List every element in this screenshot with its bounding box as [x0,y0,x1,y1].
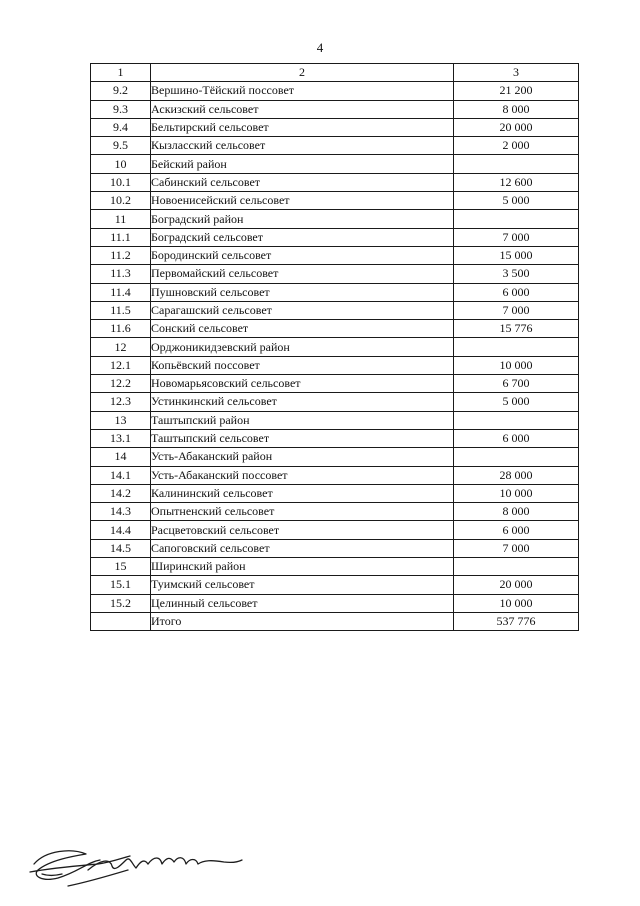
row-name: Аскизский сельсовет [151,100,454,118]
row-name: Кызласский сельсовет [151,137,454,155]
row-number: 14.5 [91,539,151,557]
row-name: Сапоговский сельсовет [151,539,454,557]
signature-drawing [28,842,243,894]
row-amount: 12 600 [454,173,579,191]
row-number: 11.4 [91,283,151,301]
row-amount: 28 000 [454,466,579,484]
row-name: Усть-Абаканский поссовет [151,466,454,484]
table-row [91,173,579,191]
table-row [91,466,579,484]
allocation-table [90,63,579,631]
table-row [91,118,579,136]
row-name: Калининский сельсовет [151,484,454,502]
table-row [91,484,579,502]
row-amount: 20 000 [454,576,579,594]
row-number: 15.1 [91,576,151,594]
table-row [91,210,579,228]
row-name: Боградский сельсовет [151,228,454,246]
row-amount: 10 000 [454,356,579,374]
row-number: 9.3 [91,100,151,118]
table-body [91,64,579,631]
row-number: 12.1 [91,356,151,374]
row-number: 14.1 [91,466,151,484]
row-amount: 6 000 [454,521,579,539]
table-row [91,246,579,264]
row-number: 11.5 [91,301,151,319]
row-amount [454,411,579,429]
row-amount: 6 000 [454,283,579,301]
header-col-3: 3 [454,64,579,82]
table-row [91,594,579,612]
table-row [91,393,579,411]
table-row [91,558,579,576]
row-amount: 7 000 [454,301,579,319]
row-name: Копьёвский поссовет [151,356,454,374]
table-row [91,375,579,393]
row-name: Устинкинский сельсовет [151,393,454,411]
row-number: 15.2 [91,594,151,612]
row-number: 14 [91,448,151,466]
row-amount [454,558,579,576]
header-col-1: 1 [91,64,151,82]
row-number: 11.2 [91,246,151,264]
row-amount: 20 000 [454,118,579,136]
row-amount [454,210,579,228]
row-number: 13.1 [91,429,151,447]
table-row [91,338,579,356]
signature-icon [28,842,243,894]
row-name: Новомарьясовский сельсовет [151,375,454,393]
table-row [91,228,579,246]
row-name: Сабинский сельсовет [151,173,454,191]
row-name: Опытненский сельсовет [151,503,454,521]
row-number: 14.2 [91,484,151,502]
row-name: Таштыпский район [151,411,454,429]
header-col-2: 2 [151,64,454,82]
row-amount: 2 000 [454,137,579,155]
row-number: 9.4 [91,118,151,136]
row-amount: 21 200 [454,82,579,100]
row-amount: 6 000 [454,429,579,447]
table-row [91,521,579,539]
table-row [91,100,579,118]
row-number: 11.1 [91,228,151,246]
row-amount: 15 776 [454,320,579,338]
table-row [91,576,579,594]
table-row [91,539,579,557]
table-row [91,411,579,429]
row-name: Новоенисейский сельсовет [151,192,454,210]
row-amount: 6 700 [454,375,579,393]
row-amount: 7 000 [454,228,579,246]
row-name: Сарагашский сельсовет [151,301,454,319]
row-number: 11 [91,210,151,228]
table-row [91,429,579,447]
row-name: Бородинский сельсовет [151,246,454,264]
row-name: Туимский сельсовет [151,576,454,594]
row-name: Бельтирский сельсовет [151,118,454,136]
table-row [91,155,579,173]
page-number: 4 [316,40,324,55]
row-amount: 8 000 [454,503,579,521]
row-amount [454,448,579,466]
row-amount [454,155,579,173]
row-number: 10 [91,155,151,173]
row-number: 12 [91,338,151,356]
row-number [91,612,151,630]
row-amount: 537 776 [454,612,579,630]
row-amount: 5 000 [454,393,579,411]
row-name: Сонский сельсовет [151,320,454,338]
row-number: 13 [91,411,151,429]
row-name: Целинный сельсовет [151,594,454,612]
row-name: Вершино-Тёйский поссовет [151,82,454,100]
row-name: Таштыпский сельсовет [151,429,454,447]
row-name: Итого [151,612,454,630]
table-row [91,192,579,210]
row-number: 14.3 [91,503,151,521]
row-number: 9.2 [91,82,151,100]
row-number: 12.3 [91,393,151,411]
table-row [91,82,579,100]
table-row [91,301,579,319]
row-name: Пушновский сельсовет [151,283,454,301]
row-number: 9.5 [91,137,151,155]
table-row [91,356,579,374]
row-amount: 3 500 [454,265,579,283]
row-number: 11.3 [91,265,151,283]
table-row [91,503,579,521]
row-amount: 7 000 [454,539,579,557]
row-amount: 10 000 [454,594,579,612]
row-number: 14.4 [91,521,151,539]
row-amount: 15 000 [454,246,579,264]
row-number: 11.6 [91,320,151,338]
row-number: 10.1 [91,173,151,191]
table-row [91,137,579,155]
row-name: Боградский район [151,210,454,228]
row-name: Расцветовский сельсовет [151,521,454,539]
table-row [91,320,579,338]
table-header-row [91,64,579,82]
row-number: 10.2 [91,192,151,210]
row-amount: 5 000 [454,192,579,210]
row-amount: 10 000 [454,484,579,502]
row-amount [454,338,579,356]
row-number: 15 [91,558,151,576]
table-row [91,265,579,283]
row-name: Усть-Абаканский район [151,448,454,466]
row-name: Бейский район [151,155,454,173]
row-name: Ширинский район [151,558,454,576]
row-amount: 8 000 [454,100,579,118]
table-row [91,612,579,630]
row-name: Орджоникидзевский район [151,338,454,356]
row-name: Первомайский сельсовет [151,265,454,283]
table-row [91,283,579,301]
table-row [91,448,579,466]
row-number: 12.2 [91,375,151,393]
